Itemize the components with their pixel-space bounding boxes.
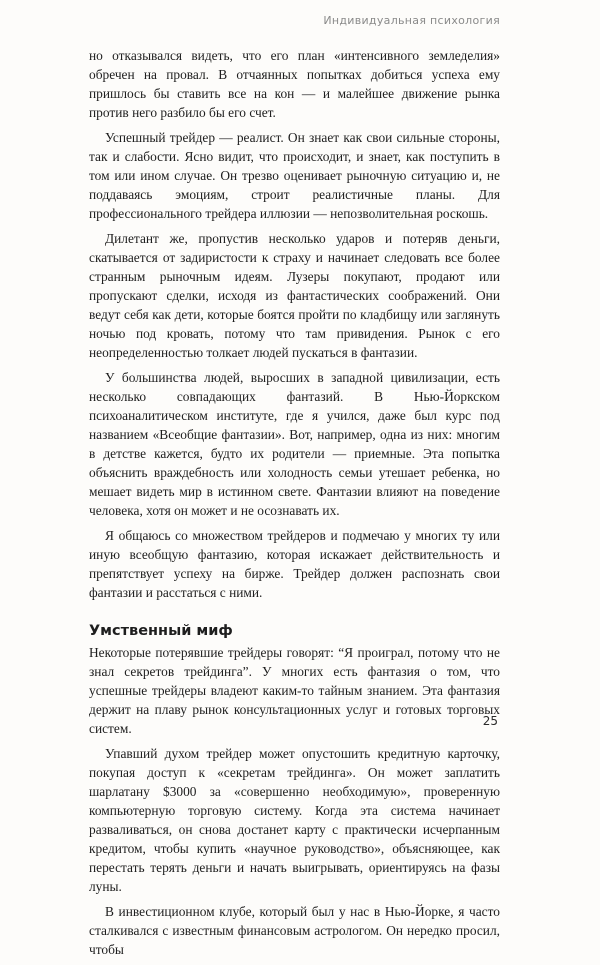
paragraph: но отказывался видеть, что его план «интенсивного земледелия» обречен на провал. В отчаянных попытках добиться успеха ему пришлось бы ставить все на кон — и малейшее движение рынка против него разбило бы его счет. bbox=[89, 48, 500, 120]
paragraph: Я общаюсь со множеством трейдеров и подмечаю у многих ту или иную всеобщую фантазию, которая искажает действительность и препятствует успеху на бирже. Трейдер должен распознать свои фантазии и расстаться с ними. bbox=[89, 528, 500, 600]
running-head: Индивидуальная психология bbox=[323, 14, 500, 27]
section-heading: Умственный миф bbox=[89, 623, 233, 639]
paragraph: Упавший духом трейдер может опустошить кредитную карточку, покупая доступ к «секретам трейдинга». Он может заплатить шарлатану $3000 за «совершенно необходимую», проверенную компьютерную торговую систему. Когда эта система начинает разваливаться, он снова достанет карту с практически исчерпанным кредитом, чтобы купить «научное руководство», объясняющее, как перестать терять деньги и начать выигрывать, ориентируясь на фазы луны. bbox=[89, 746, 500, 894]
paragraph: Некоторые потерявшие трейдеры говорят: “Я проиграл, потому что не знал секретов трейдинга”. У многих есть фантазия о том, что успешные трейдеры владеют каким-то тайным знанием. Эта фантазия держит на плаву рынок консультационных услуг и готовых торговых систем. bbox=[89, 645, 500, 736]
paragraph: Дилетант же, пропустив несколько ударов и потеряв деньги, скатывается от задиристости к страху и начинает следовать все более странным рыночным идеям. Лузеры покупают, продают или пропускают сделки, исходя из фантастических соображений. Они ведут себя как дети, которые боятся пройти по кладбищу или заглянуть ночью под кровать, потому что там привидения. Рынок с его неопределенностью толкает людей пускаться в фантазии. bbox=[89, 231, 500, 360]
paragraph: В инвестиционном клубе, который был у нас в Нью-Йорке, я часто сталкивался с известным финансовым астрологом. Он нередко просил, чтобы bbox=[89, 904, 500, 957]
paragraph: У большинства людей, выросших в западной цивилизации, есть несколько совпадающих фантазий. В Нью-Йоркском психоаналитическом институте, где я учился, даже был курс под названием «Всеобщие фантазии». Вот, например, одна из них: многим в детстве кажется, будто их родители — приемные. Эта попытка объяснить враждебность или холодность семьи утешает ребенка, но мешает видеть мир в истинном свете. Фантазии влияют на поведение человека, хотя он может и не осознавать их. bbox=[89, 370, 500, 518]
page-number: 25 bbox=[482, 714, 498, 728]
page-body bbox=[89, 46, 500, 965]
paragraph: Успешный трейдер — реалист. Он знает как свои сильные стороны, так и слабости. Ясно видит, что происходит, и знает, как поступить в том или ином случае. Он трезво оценивает рыночную ситуацию и, не поддаваясь эмоциям, строит реалистичные планы. Для профессионального трейдера иллюзии — непозволительная роскошь. bbox=[89, 130, 500, 221]
